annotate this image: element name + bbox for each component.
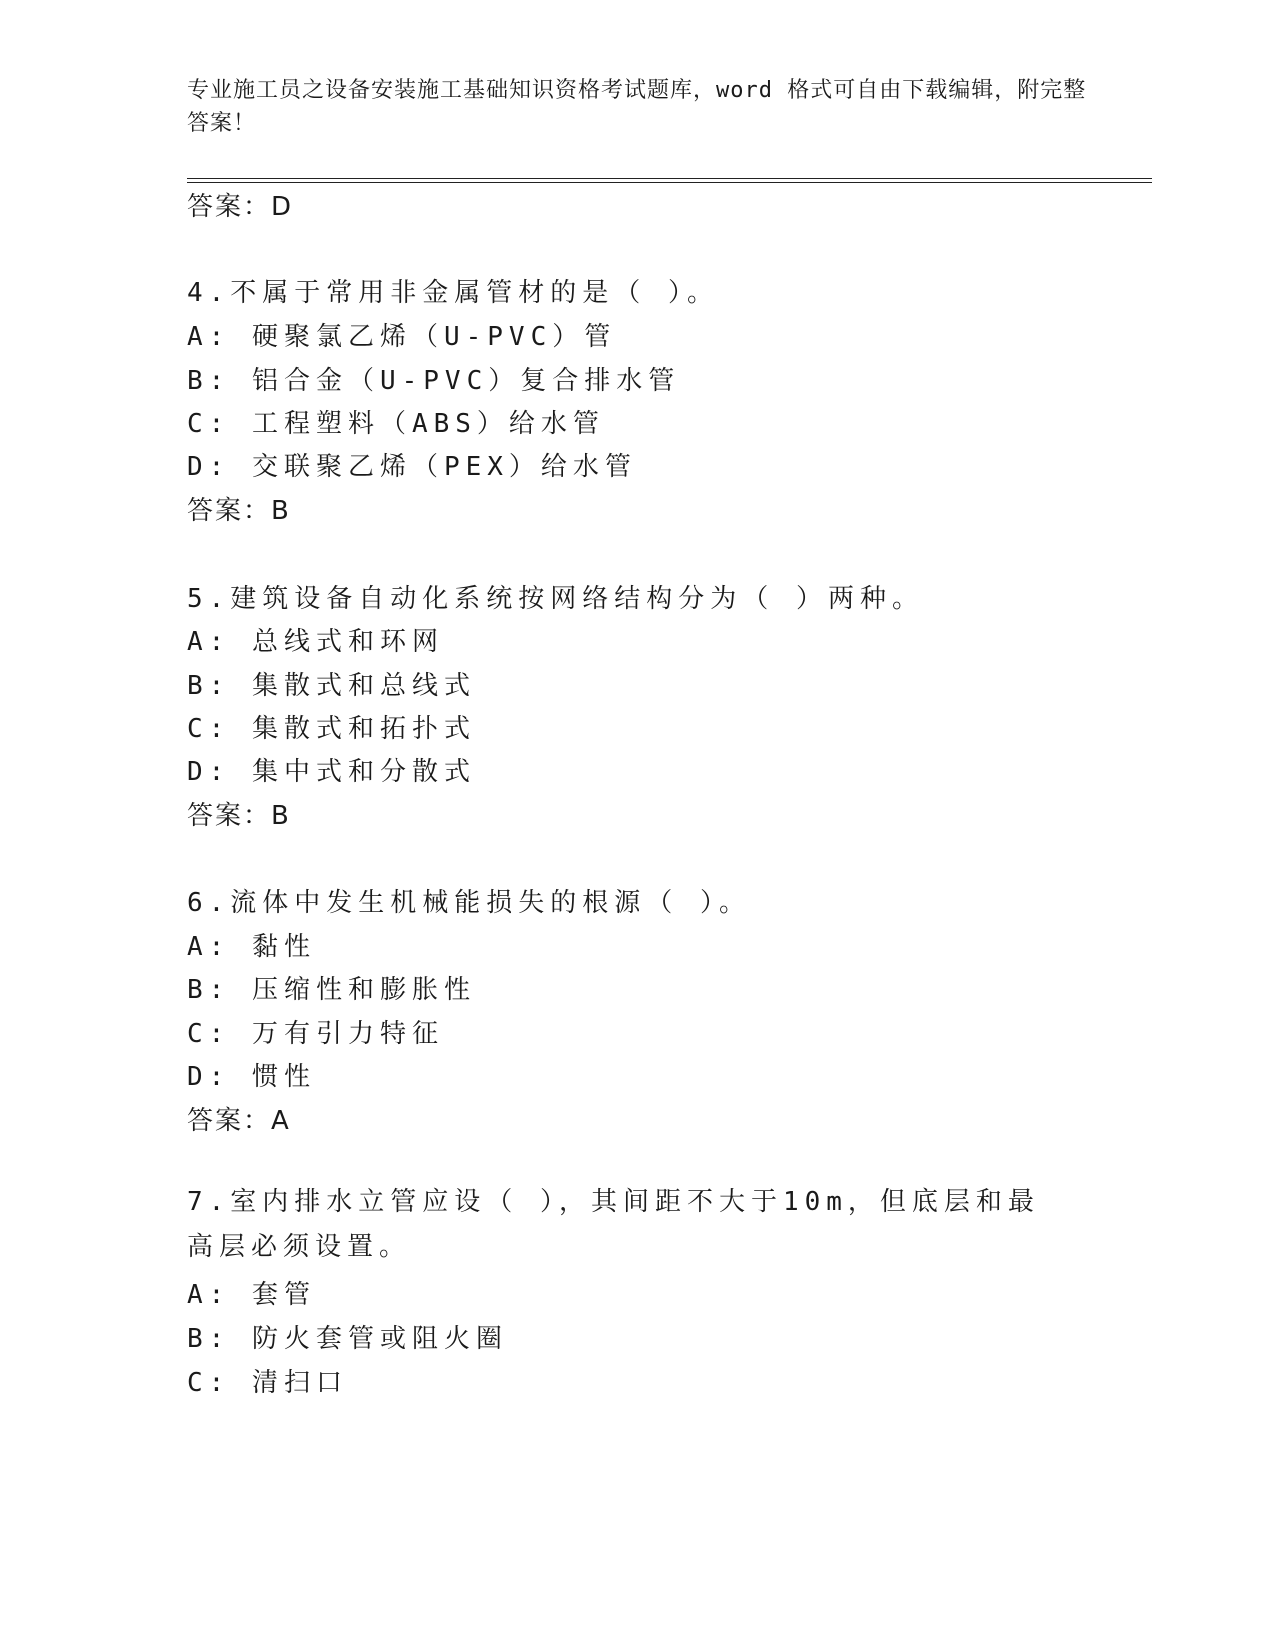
option-d: D: 惯性 — [187, 1062, 316, 1092]
question-stem: 6.流体中发生机械能损失的根源（ ）。 — [187, 888, 751, 918]
option-c: C: 万有引力特征 — [187, 1019, 444, 1049]
option-a: A: 黏性 — [187, 932, 316, 962]
question-stem: 7.室内排水立管应设（ ），其间距不大于10m，但底层和最高层必须设置。 — [187, 1187, 1040, 1262]
question-stem: 4.不属于常用非金属管材的是（ ）。 — [187, 278, 719, 308]
header-divider — [187, 178, 1152, 179]
option-b: B: 压缩性和膨胀性 — [187, 975, 476, 1005]
option-c: C: 集散式和拓扑式 — [187, 714, 476, 744]
option-b: B: 集散式和总线式 — [187, 671, 476, 701]
option-a: A: 套管 — [187, 1280, 316, 1310]
document-header: 专业施工员之设备安装施工基础知识资格考试题库，word 格式可自由下载编辑，附完整答案！ — [187, 78, 1087, 136]
option-a: A: 总线式和环网 — [187, 627, 444, 657]
question-stem: 5.建筑设备自动化系统按网络结构分为（ ）两种。 — [187, 584, 924, 614]
option-b: B: 铝合金（U-PVC）复合排水管 — [187, 366, 681, 396]
option-d: D: 交联聚乙烯（PEX）给水管 — [187, 452, 637, 482]
option-a: A: 硬聚氯乙烯（U-PVC）管 — [187, 322, 617, 352]
answer: 答案：B — [187, 801, 291, 831]
answer: 答案：B — [187, 496, 291, 526]
option-d: D: 集中式和分散式 — [187, 757, 476, 787]
option-c: C: 清扫口 — [187, 1368, 348, 1398]
previous-answer: 答案：D — [187, 192, 294, 222]
option-b: B: 防火套管或阻火圈 — [187, 1324, 508, 1354]
header-divider-second — [187, 182, 1152, 183]
option-c: C: 工程塑料（ABS）给水管 — [187, 409, 605, 439]
answer: 答案：A — [187, 1106, 291, 1136]
